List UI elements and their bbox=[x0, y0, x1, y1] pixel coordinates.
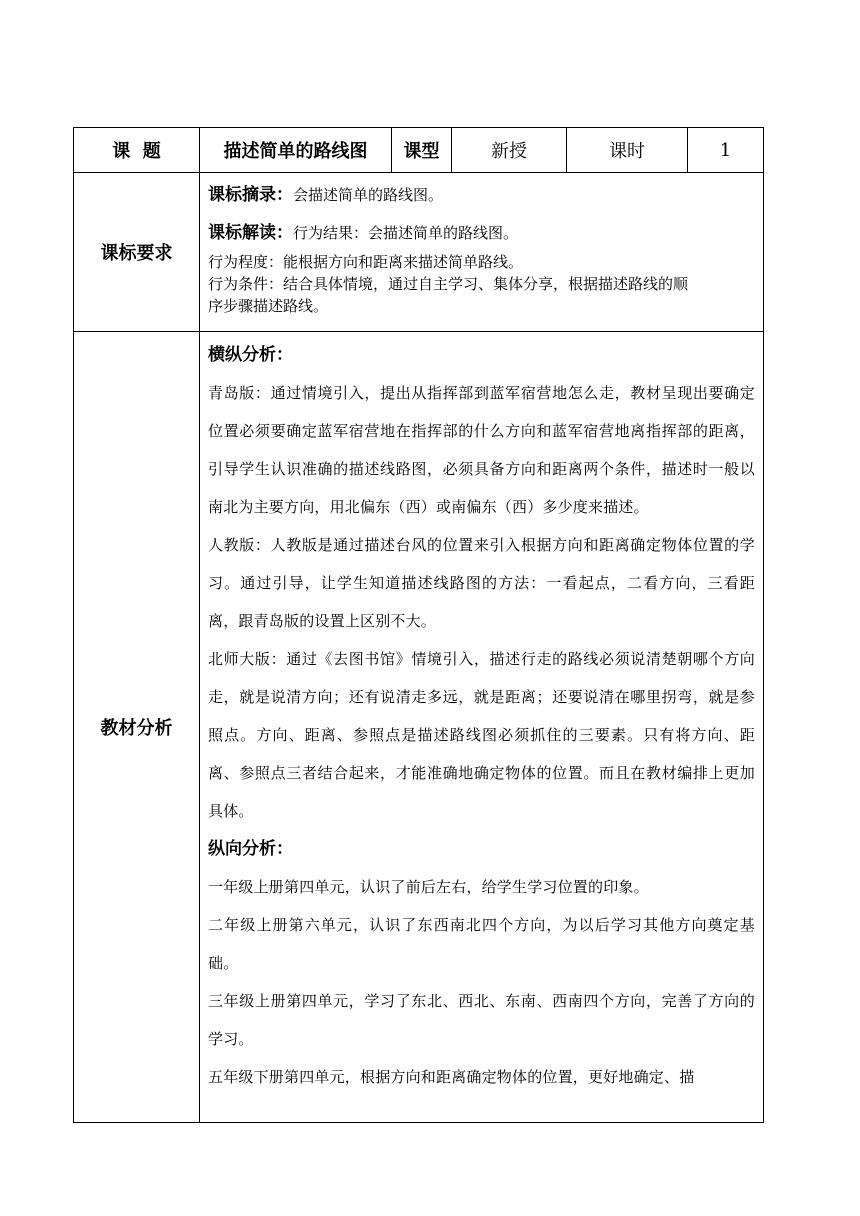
analysis-content bbox=[200, 332, 764, 1123]
grade1-paragraph: 一年级上册第四单元，认识了前后左右，给学生学习位置的印象。 bbox=[208, 878, 649, 896]
interp-line bbox=[208, 221, 755, 245]
analysis-label: 教材分析 bbox=[74, 332, 200, 1123]
analysis-row bbox=[74, 332, 764, 1123]
vertical-title: 纵向分析： bbox=[208, 839, 293, 859]
condition-line-1: 行为条件：结合具体情境，通过自主学习、集体分享，根据描述路线的顺 bbox=[208, 275, 689, 293]
requirements-row bbox=[74, 173, 764, 332]
grade3-paragraph: 三年级上册第四单元，学习了东北、西北、东南、西南四个方向，完善了方向的学习。 bbox=[208, 992, 755, 1048]
interp-label: 课标解读： bbox=[208, 223, 293, 243]
condition-line-2: 序步骤描述路线。 bbox=[208, 297, 329, 315]
beishi-paragraph: 北师大版：通过《去图书馆》情境引入，描述行走的路线必须说清楚朝哪个方向走，就是说清方向；还有说清走多远，就是距离；还要说清在哪里拐弯，就是参照点。方向、距离、参照点是描述路线图必须抓住的三要素。只有将方向、距离、参照点三者结合起来，才能准确地确定物体的位置。而且在教材编排上更加具体。 bbox=[208, 650, 755, 820]
lesson-plan-table bbox=[73, 127, 763, 1123]
degree-text: 行为程度：能根据方向和距离来描述简单路线。 bbox=[208, 253, 524, 271]
excerpt-line bbox=[208, 183, 755, 207]
renjiao-paragraph: 人教版：人教版是通过描述台风的位置来引入根据方向和距离确定物体位置的学习。通过引导，让学生知道描述线路图的方法：一看起点，二看方向，三看距离，跟青岛版的设置上区别不大。 bbox=[208, 536, 755, 630]
requirements-content bbox=[200, 173, 764, 332]
interp-text: 行为结果：会描述简单的路线图。 bbox=[293, 224, 519, 242]
requirements-label: 课标要求 bbox=[74, 173, 200, 332]
hours-value: 1 bbox=[688, 128, 764, 173]
type-value: 新授 bbox=[452, 128, 567, 173]
topic-value: 描述简单的路线图 bbox=[200, 128, 392, 173]
type-label: 课型 bbox=[392, 128, 452, 173]
qingdao-paragraph: 青岛版：通过情境引入，提出从指挥部到蓝军宿营地怎么走，教材呈现出要确定位置必须要确定蓝军宿营地在指挥部的什么方向和蓝军宿营地离指挥部的距离，引导学生认识准确的描述线路图，必须具备方向和距离两个条件，描述时一般以南北为主要方向，用北偏东（西）或南偏东（西）多少度来描述。 bbox=[208, 384, 755, 516]
excerpt-text: 会描述简单的路线图。 bbox=[293, 186, 444, 204]
hours-label: 课时 bbox=[567, 128, 688, 173]
excerpt-label: 课标摘录： bbox=[208, 185, 293, 205]
grade5-paragraph: 五年级下册第四单元，根据方向和距离确定物体的位置，更好地确定、描 bbox=[208, 1068, 695, 1086]
header-row bbox=[74, 128, 764, 173]
horizontal-title: 横纵分析： bbox=[208, 345, 293, 365]
topic-label: 课 题 bbox=[74, 128, 200, 173]
grade2-paragraph: 二年级上册第六单元，认识了东西南北四个方向，为以后学习其他方向奠定基础。 bbox=[208, 916, 755, 972]
